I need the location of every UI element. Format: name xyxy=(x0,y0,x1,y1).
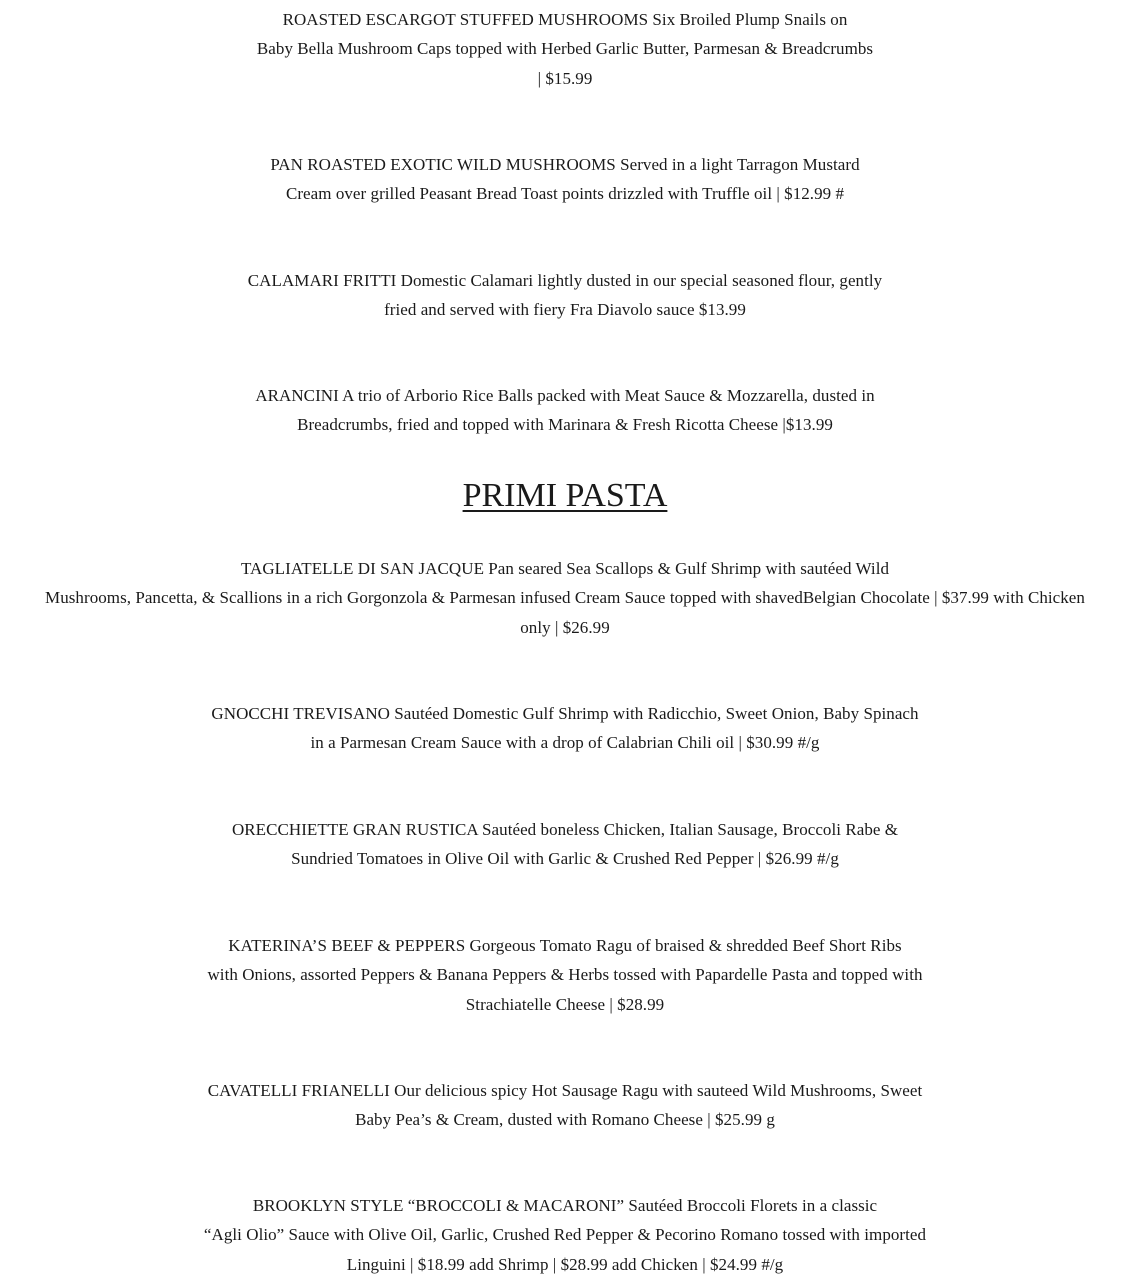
menu-item-line: Linguini | $18.99 add Shrimp | $28.99 add Chicken | $24.99 #/g xyxy=(346,1254,784,1274)
menu-item-line: ARANCINI A trio of Arborio Rice Balls packed with Meat Sauce & Mozzarella, dusted in xyxy=(255,386,875,405)
menu-item-line: ROASTED ESCARGOT STUFFED MUSHROOMS Six Broiled Plump Snails on xyxy=(282,10,848,29)
menu-item-line: GNOCCHI TREVISANO Sautéed Domestic Gulf Shrimp with Radicchio, Sweet Onion, Baby Spinach xyxy=(211,704,919,723)
menu-item-gnocchi xyxy=(0,699,1130,758)
section-title-primi-pasta xyxy=(0,476,1130,516)
menu-item-beef-peppers xyxy=(0,931,1130,1019)
menu-item-line: KATERINA’S BEEF & PEPPERS Gorgeous Tomato Ragu of braised & shredded Beef Short Ribs xyxy=(228,936,902,955)
menu-item-line: Strachiatelle Cheese | $28.99 xyxy=(465,994,665,1014)
menu-item-line: CAVATELLI FRIANELLI Our delicious spicy Hot Sausage Ragu with sauteed Wild Mushrooms, Sweet xyxy=(207,1081,923,1100)
menu-item-line: Sundried Tomatoes in Olive Oil with Garlic & Crushed Red Pepper | $26.99 #/g xyxy=(291,849,839,869)
menu-item-wild-mushrooms xyxy=(0,150,1130,209)
menu-item-line: Baby Bella Mushroom Caps topped with Herbed Garlic Butter, Parmesan & Breadcrumbs xyxy=(256,39,874,59)
menu-item-line: Baby Pea’s & Cream, dusted with Romano Cheese | $25.99 g xyxy=(355,1110,775,1130)
menu-item-line: TAGLIATELLE DI SAN JACQUE Pan seared Sea Scallops & Gulf Shrimp with sautéed Wild xyxy=(240,559,890,578)
menu-item-line: fried and served with fiery Fra Diavolo sauce $13.99 xyxy=(384,300,746,320)
menu-item-line: Cream over grilled Peasant Bread Toast points drizzled with Truffle oil | $12.99 # xyxy=(285,184,845,204)
menu-item-orecchiette xyxy=(0,815,1130,874)
menu-item-line: “Agli Olio” Sauce with Olive Oil, Garlic, Crushed Red Pepper & Pecorino Romano tossed with imported xyxy=(203,1225,927,1245)
section-title-text: PRIMI PASTA xyxy=(462,477,668,514)
menu-item-line: CALAMARI FRITTI Domestic Calamari lightly dusted in our special seasoned flour, gently xyxy=(247,271,883,290)
menu-item-line: Mushrooms, Pancetta, & Scallions in a rich Gorgonzola & Parmesan infused Cream Sauce topped with shavedBelgian Chocolate | $37.99 with Chicken xyxy=(45,588,1085,608)
menu-item-cavatelli xyxy=(0,1076,1130,1135)
menu-item-line: only | $26.99 xyxy=(520,617,610,637)
menu-item-line: Breadcrumbs, fried and topped with Marinara & Fresh Ricotta Cheese |$13.99 xyxy=(297,415,833,435)
menu-item-line: with Onions, assorted Peppers & Banana Peppers & Herbs tossed with Papardelle Pasta and topped with xyxy=(207,965,923,985)
menu-item-line: ORECCHIETTE GRAN RUSTICA Sautéed boneless Chicken, Italian Sausage, Broccoli Rabe & xyxy=(231,820,899,839)
menu-item-line: PAN ROASTED EXOTIC WILD MUSHROOMS Served in a light Tarragon Mustard xyxy=(270,155,860,174)
menu-item-calamari-fritti xyxy=(0,266,1130,325)
menu-item-arancini xyxy=(0,381,1130,440)
menu-item-tagliatelle xyxy=(0,554,1130,642)
menu-item-line: | $15.99 xyxy=(537,68,593,88)
menu-item-roasted-escargot xyxy=(0,5,1130,93)
menu-item-line: in a Parmesan Cream Sauce with a drop of Calabrian Chili oil | $30.99 #/g xyxy=(310,733,820,753)
menu-item-line: BROOKLYN STYLE “BROCCOLI & MACARONI” Sautéed Broccoli Florets in a classic xyxy=(252,1196,878,1215)
